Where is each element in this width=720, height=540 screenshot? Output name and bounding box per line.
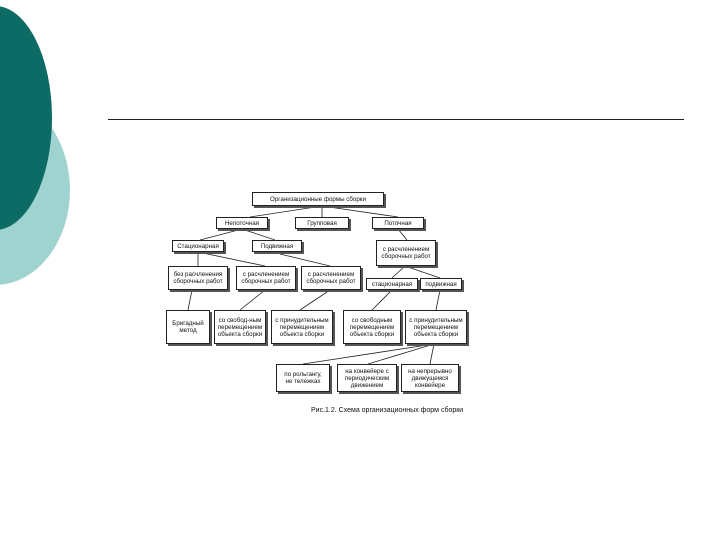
connector bbox=[198, 252, 265, 266]
split-b-box: с расчленением сборочных работ bbox=[301, 266, 361, 290]
connector bbox=[322, 206, 398, 217]
flow-stationary-box: стационарная bbox=[366, 278, 418, 290]
root-box: Организационные формы сборки bbox=[252, 192, 384, 206]
connector bbox=[280, 254, 330, 266]
periodic-conveyor-box: на конвейере с периодическим движением bbox=[337, 364, 397, 392]
split-a-box: с расчленением сборочных работ bbox=[236, 266, 296, 290]
connector bbox=[372, 290, 392, 310]
continuous-conveyor-box: на непрерывно движущемся конвейере bbox=[401, 364, 459, 392]
connector bbox=[240, 290, 265, 310]
free-move-b-box: со свободным перемещением объекта сборки bbox=[343, 310, 401, 344]
stationary-box: Стационарная bbox=[172, 240, 224, 252]
connector bbox=[405, 266, 440, 278]
free-move-a-box: со свобод-ным перемещением объекта сборки bbox=[214, 310, 266, 344]
flow-box: Поточная bbox=[372, 217, 424, 229]
connector bbox=[250, 206, 322, 217]
no-split-box: без расчленения сборочных работ bbox=[168, 266, 228, 290]
forced-move-a-box: с принудительным перемещением объекта сборки bbox=[271, 310, 333, 344]
connector bbox=[436, 290, 440, 310]
figure-caption: Рис.1.2. Схема организационных форм сборки bbox=[311, 407, 464, 414]
forced-move-b-box: с принудительным перемещением объекта сборки bbox=[405, 310, 467, 344]
connector bbox=[300, 290, 330, 310]
group-box: Групповая bbox=[295, 217, 349, 229]
flow-mobile-box: подвижная bbox=[420, 278, 462, 290]
connector bbox=[398, 229, 407, 240]
flow-split-box: с расчленением сборочных работ bbox=[376, 240, 436, 266]
connector bbox=[303, 344, 434, 364]
connector bbox=[242, 229, 275, 240]
rail-box: по рольгангу, не тележках bbox=[276, 364, 330, 392]
connector bbox=[392, 266, 405, 278]
connector bbox=[430, 344, 434, 364]
mobile-box: Подвижная bbox=[252, 240, 302, 252]
nonflow-box: Непоточная bbox=[216, 217, 268, 229]
connector bbox=[368, 344, 434, 364]
connector bbox=[200, 229, 242, 240]
brigade-box: Бригадный метод bbox=[166, 310, 210, 344]
connector bbox=[188, 290, 192, 310]
